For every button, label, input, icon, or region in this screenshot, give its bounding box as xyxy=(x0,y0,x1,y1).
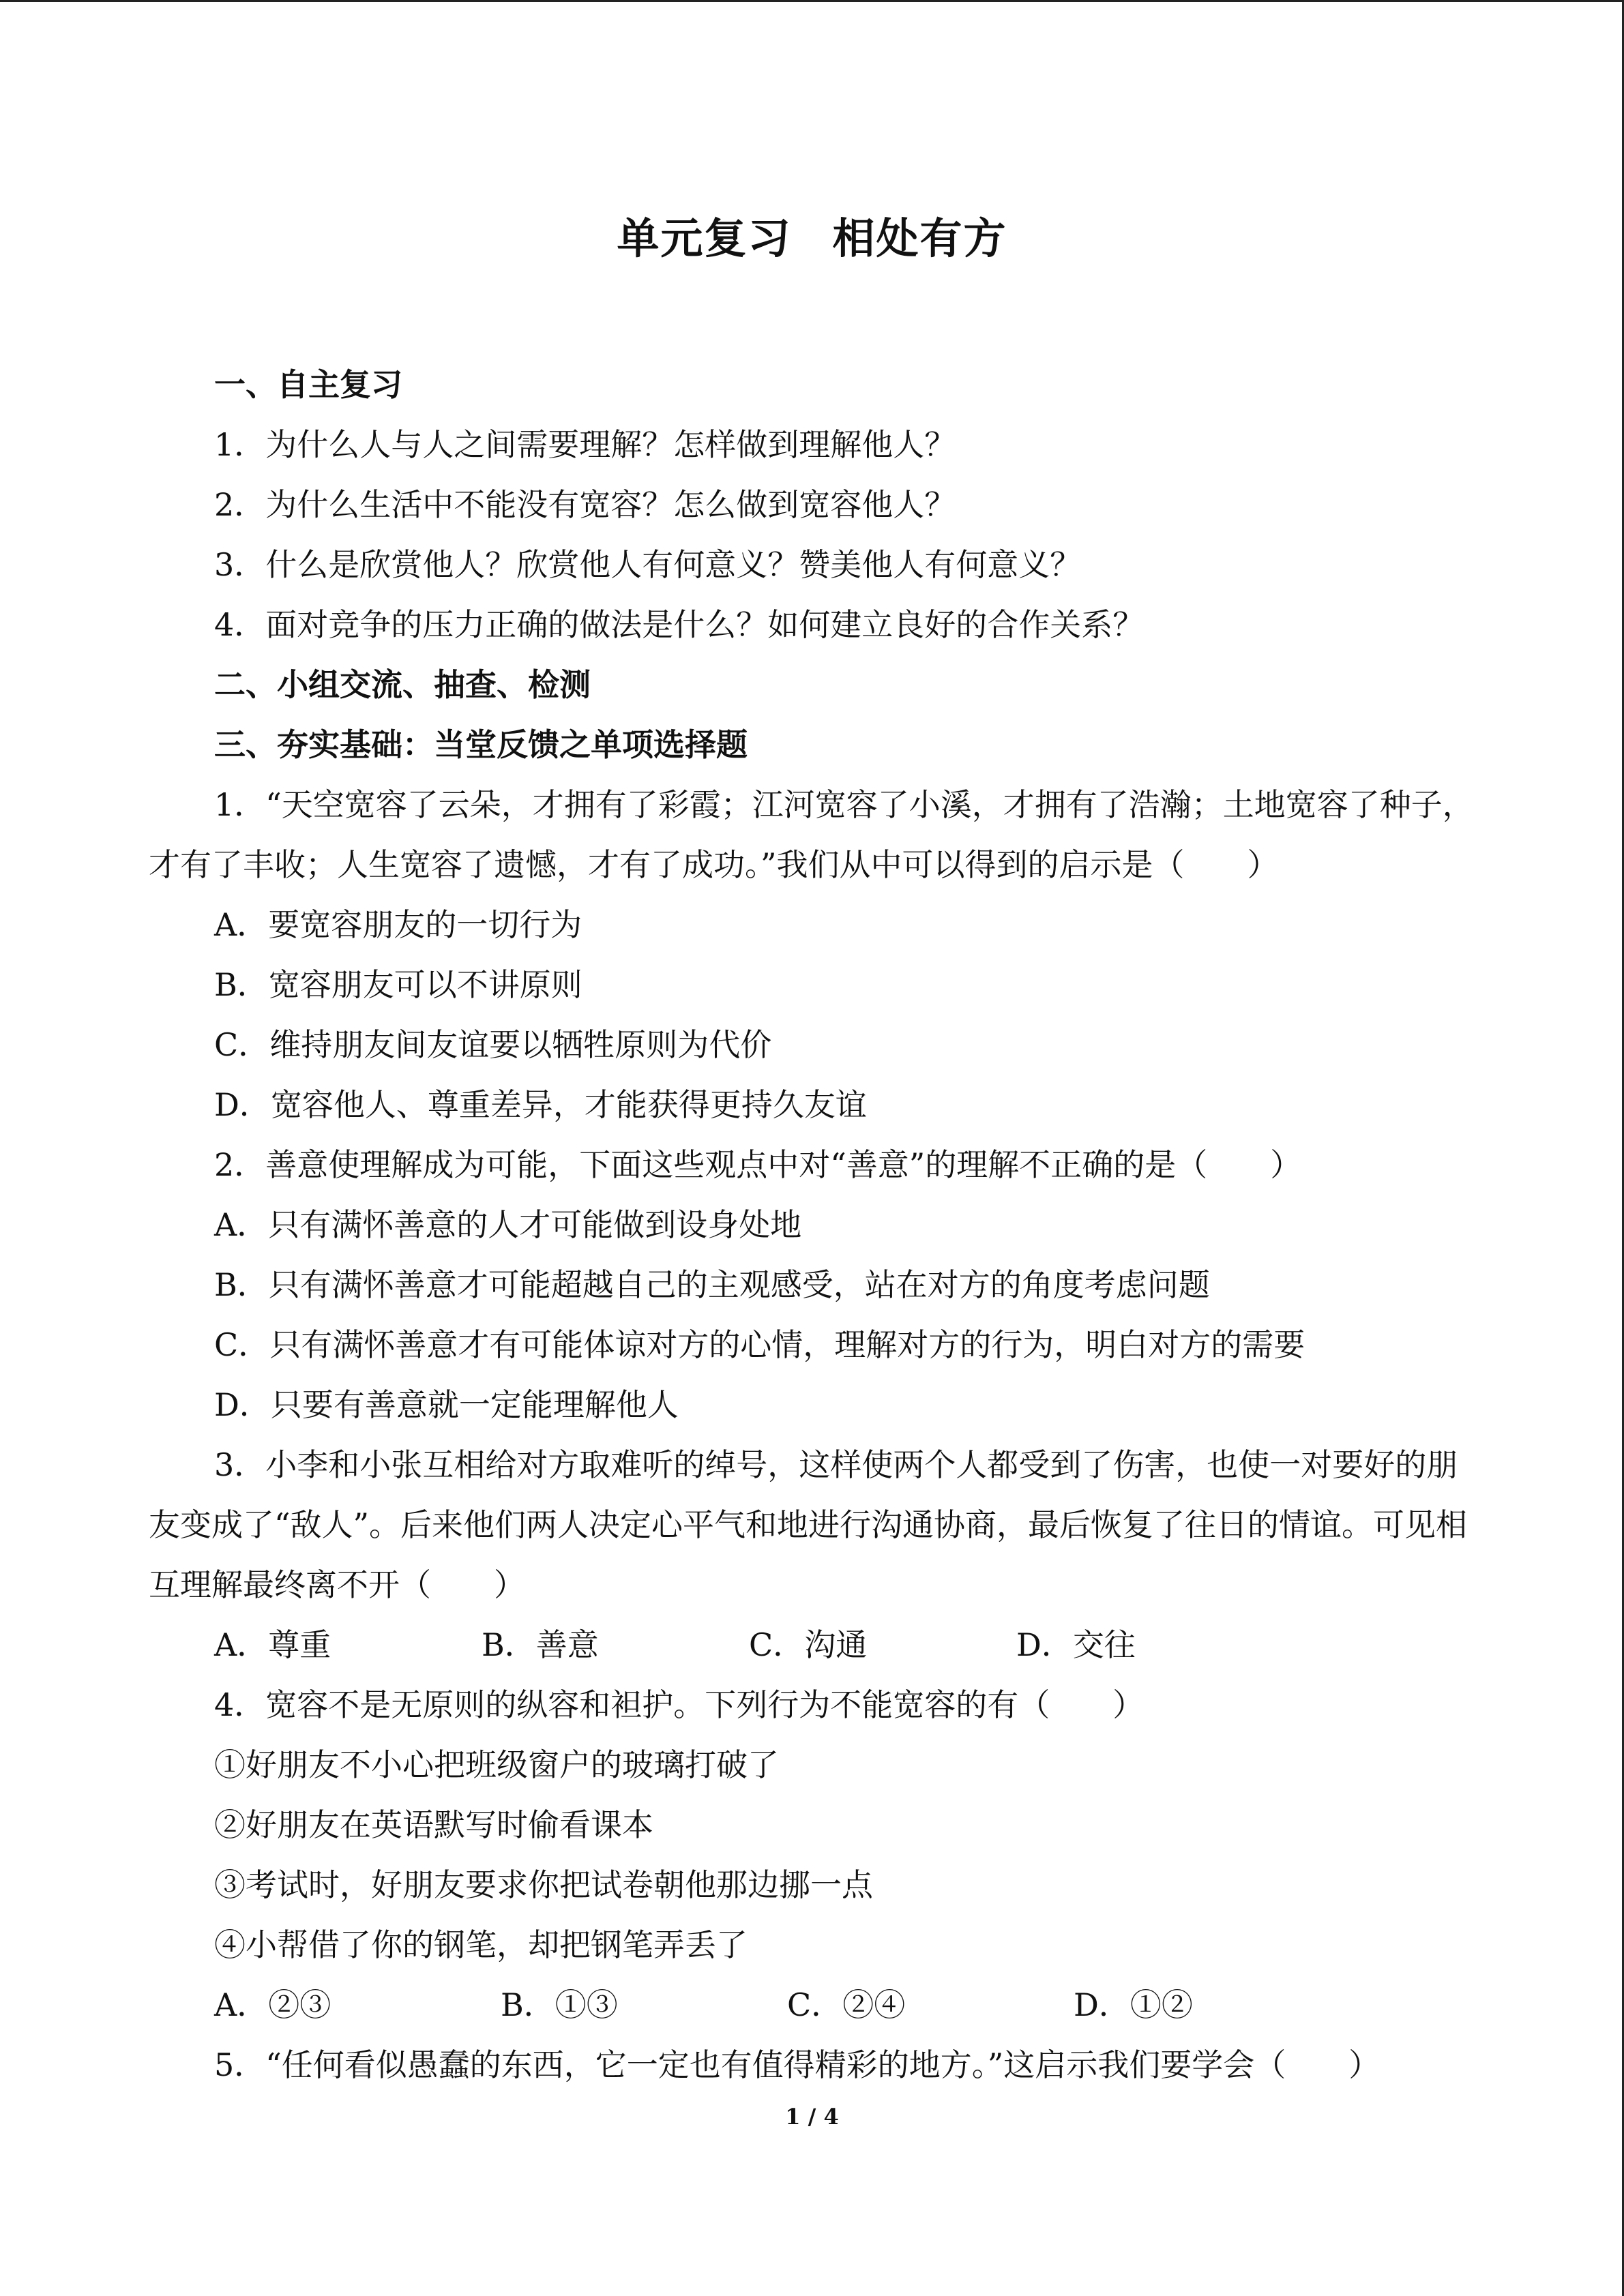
page-border-top xyxy=(0,0,1624,2)
q4-option-b: B．①③ xyxy=(501,1986,618,2023)
q3-stem: 3．小李和小张互相给对方取难听的绰号，这样使两个人都受到了伤害，也使一对要好的朋友变成了“敌人”。后来他们两人决定心平气和地进行沟通协商，最后恢复了往日的情谊。可见相互理解最终离不开（ ） xyxy=(149,1446,1468,1603)
q2-stem: 2．善意使理解成为可能，下面这些观点中对“善意”的理解不正确的是（ ） xyxy=(214,1146,1302,1183)
review-question-2: 2．为什么生活中不能没有宽容？怎么做到宽容他人？ xyxy=(214,486,956,523)
title-part1: 单元复习 xyxy=(617,213,792,263)
review-question-4: 4．面对竞争的压力正确的做法是什么？如何建立良好的合作关系？ xyxy=(214,606,1145,643)
q1-option-d: D．宽容他人、尊重差异，才能获得更持久友谊 xyxy=(214,1086,867,1123)
q3-option-d: D．交往 xyxy=(1016,1626,1136,1663)
q3-options xyxy=(149,1615,1479,1675)
review-question-3: 3．什么是欣赏他人？欣赏他人有何意义？赞美他人有何意义？ xyxy=(214,546,1082,583)
review-question-1: 1．为什么人与人之间需要理解？怎样做到理解他人？ xyxy=(214,426,956,463)
q3-option-a: A．尊重 xyxy=(214,1626,331,1663)
q2-option-c: C．只有满怀善意才有可能体谅对方的心情，理解对方的行为，明白对方的需要 xyxy=(214,1326,1305,1363)
q1-option-c: C．维持朋友间友谊要以牺牲原则为代价 xyxy=(214,1026,772,1063)
q4-item-1: ①好朋友不小心把班级窗户的玻璃打破了 xyxy=(214,1746,779,1783)
q4-stem: 4．宽容不是无原则的纵容和袒护。下列行为不能宽容的有（ ） xyxy=(214,1686,1145,1723)
q5-stem: 5．“任何看似愚蠢的东西，它一定也有值得精彩的地方。”这启示我们要学会（ ） xyxy=(214,2046,1381,2083)
q4-item-4: ④小帮借了你的钢笔，却把钢笔弄丢了 xyxy=(214,1926,748,1963)
section1-heading: 一、自主复习 xyxy=(214,366,402,403)
q3-option-b: B．善意 xyxy=(482,1626,599,1663)
document-body xyxy=(149,355,1479,2095)
title-part2: 相处有方 xyxy=(832,213,1007,263)
q1-option-a: A．要宽容朋友的一切行为 xyxy=(214,906,582,943)
page-number: 1 / 4 xyxy=(785,2104,839,2130)
section2-heading: 二、小组交流、抽查、检测 xyxy=(214,666,591,703)
q4-item-2: ②好朋友在英语默写时偷看课本 xyxy=(214,1806,653,1843)
section3-heading: 三、夯实基础：当堂反馈之单项选择题 xyxy=(214,726,748,763)
q2-option-d: D．只要有善意就一定能理解他人 xyxy=(214,1386,679,1423)
q4-option-d: D．①② xyxy=(1074,1986,1193,2023)
q4-option-a: A．②③ xyxy=(214,1986,331,2023)
q4-item-3: ③考试时，好朋友要求你把试卷朝他那边挪一点 xyxy=(214,1866,873,1903)
q1-option-b: B．宽容朋友可以不讲原则 xyxy=(214,966,582,1003)
q3-option-c: C．沟通 xyxy=(749,1626,868,1663)
q1-stem: 1．“天空宽容了云朵，才拥有了彩霞；江河宽容了小溪，才拥有了浩瀚；土地宽容了种子，才有了丰收；人生宽容了遗憾，才有了成功。”我们从中可以得到的启示是（ ） xyxy=(149,786,1474,883)
q2-option-a: A．只有满怀善意的人才可能做到设身处地 xyxy=(214,1206,802,1243)
q4-option-c: C．②④ xyxy=(787,1986,906,2023)
q4-options xyxy=(149,1975,1479,2035)
q2-option-b: B．只有满怀善意才可能超越自己的主观感受，站在对方的角度考虑问题 xyxy=(214,1266,1210,1303)
page-title xyxy=(0,205,1624,265)
